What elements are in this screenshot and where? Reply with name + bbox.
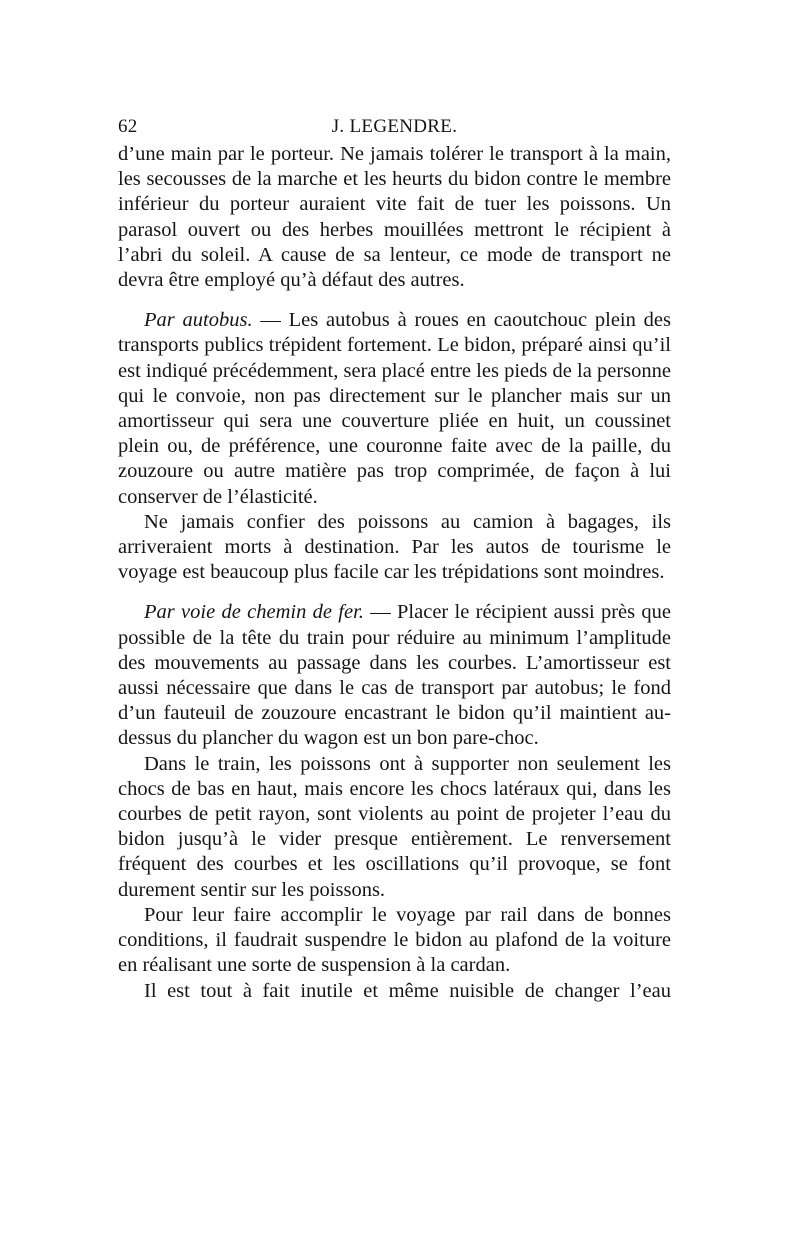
paragraph-luggage-truck (118, 510, 671, 586)
paragraph-text: d’une main par le porteur. Ne jamais tolérer le transport à la main, les secousses de la marche et les heurts du bidon contre le membre inférieur du porteur auraient vite fait de tuer les poissons. Un parasol ouvert ou des herbes mouillées mettront le récipient à l’abri du soleil. A cause de sa lenteur, ce mode de transport ne devra être employé qu’à défaut des autres. (118, 143, 671, 292)
paragraph-text: — Les autobus à roues en caoutchouc plein des transports publics trépident fortement. Le bidon, préparé ainsi qu’il est indiqué précédemment, sera placé entre les pieds de la personne qui le convoie, non pas directement sur le plancher mais sur un amortisseur qui sera une couverture pliée en huit, un coussinet plein ou, de préférence, une couronne faite avec de la paille, du zouzoure ou autre matière pas trop comprimée, de façon à lui conserver de l’élasticité. (118, 309, 671, 508)
paragraph-suspension (118, 903, 671, 979)
section-heading-by-bus: Par autobus. (144, 309, 253, 332)
book-page (118, 112, 671, 1004)
paragraph-text: Dans le train, les poissons ont à supporter non seulement les chocs de bas en haut, mais encore les chocs latéraux qui, dans les courbes de petit rayon, sont violents au point de projeter l’eau du bidon jusqu’à le vider presque entièrement. Le renversement fréquent des courbes et les oscillations qu’il provoque, se font durement sentir sur les poissons. (118, 752, 671, 901)
paragraph-by-rail (118, 600, 671, 751)
paragraph-water-change (118, 979, 671, 1004)
paragraph-text: — Placer le récipient aussi près que possible de la tête du train pour réduire au minimum l’amplitude des mouvements au passage dans les courbes. L’amortisseur est aussi nécessaire que dans le cas de transport par autobus; le fond d’un fauteuil de zouzoure encastrant le bidon qu’il maintient au-dessus du plancher du wagon est un bon pare-choc. (118, 601, 671, 750)
paragraph-walking-transport (118, 142, 671, 293)
paragraph-text: Ne jamais confier des poissons au camion à bagages, ils arriveraient morts à destination. Par les autos de tourisme le voyage est beaucoup plus facile car les trépidations sont moindres. (118, 510, 671, 584)
page-number: 62 (118, 116, 138, 137)
paragraph-text: Il est tout à fait inutile et même nuisible de changer l’eau (144, 979, 671, 1002)
running-head (118, 112, 671, 142)
section-heading-by-rail: Par voie de chemin de fer. (144, 601, 364, 624)
paragraph-train-shocks (118, 752, 671, 903)
paragraph-text: Pour leur faire accomplir le voyage par rail dans de bonnes conditions, il faudrait suspendre le bidon au plafond de la voiture en réalisant une sorte de suspension à la cardan. (118, 903, 671, 977)
paragraph-by-bus (118, 308, 671, 510)
running-title: J. LEGENDRE. (331, 116, 458, 137)
